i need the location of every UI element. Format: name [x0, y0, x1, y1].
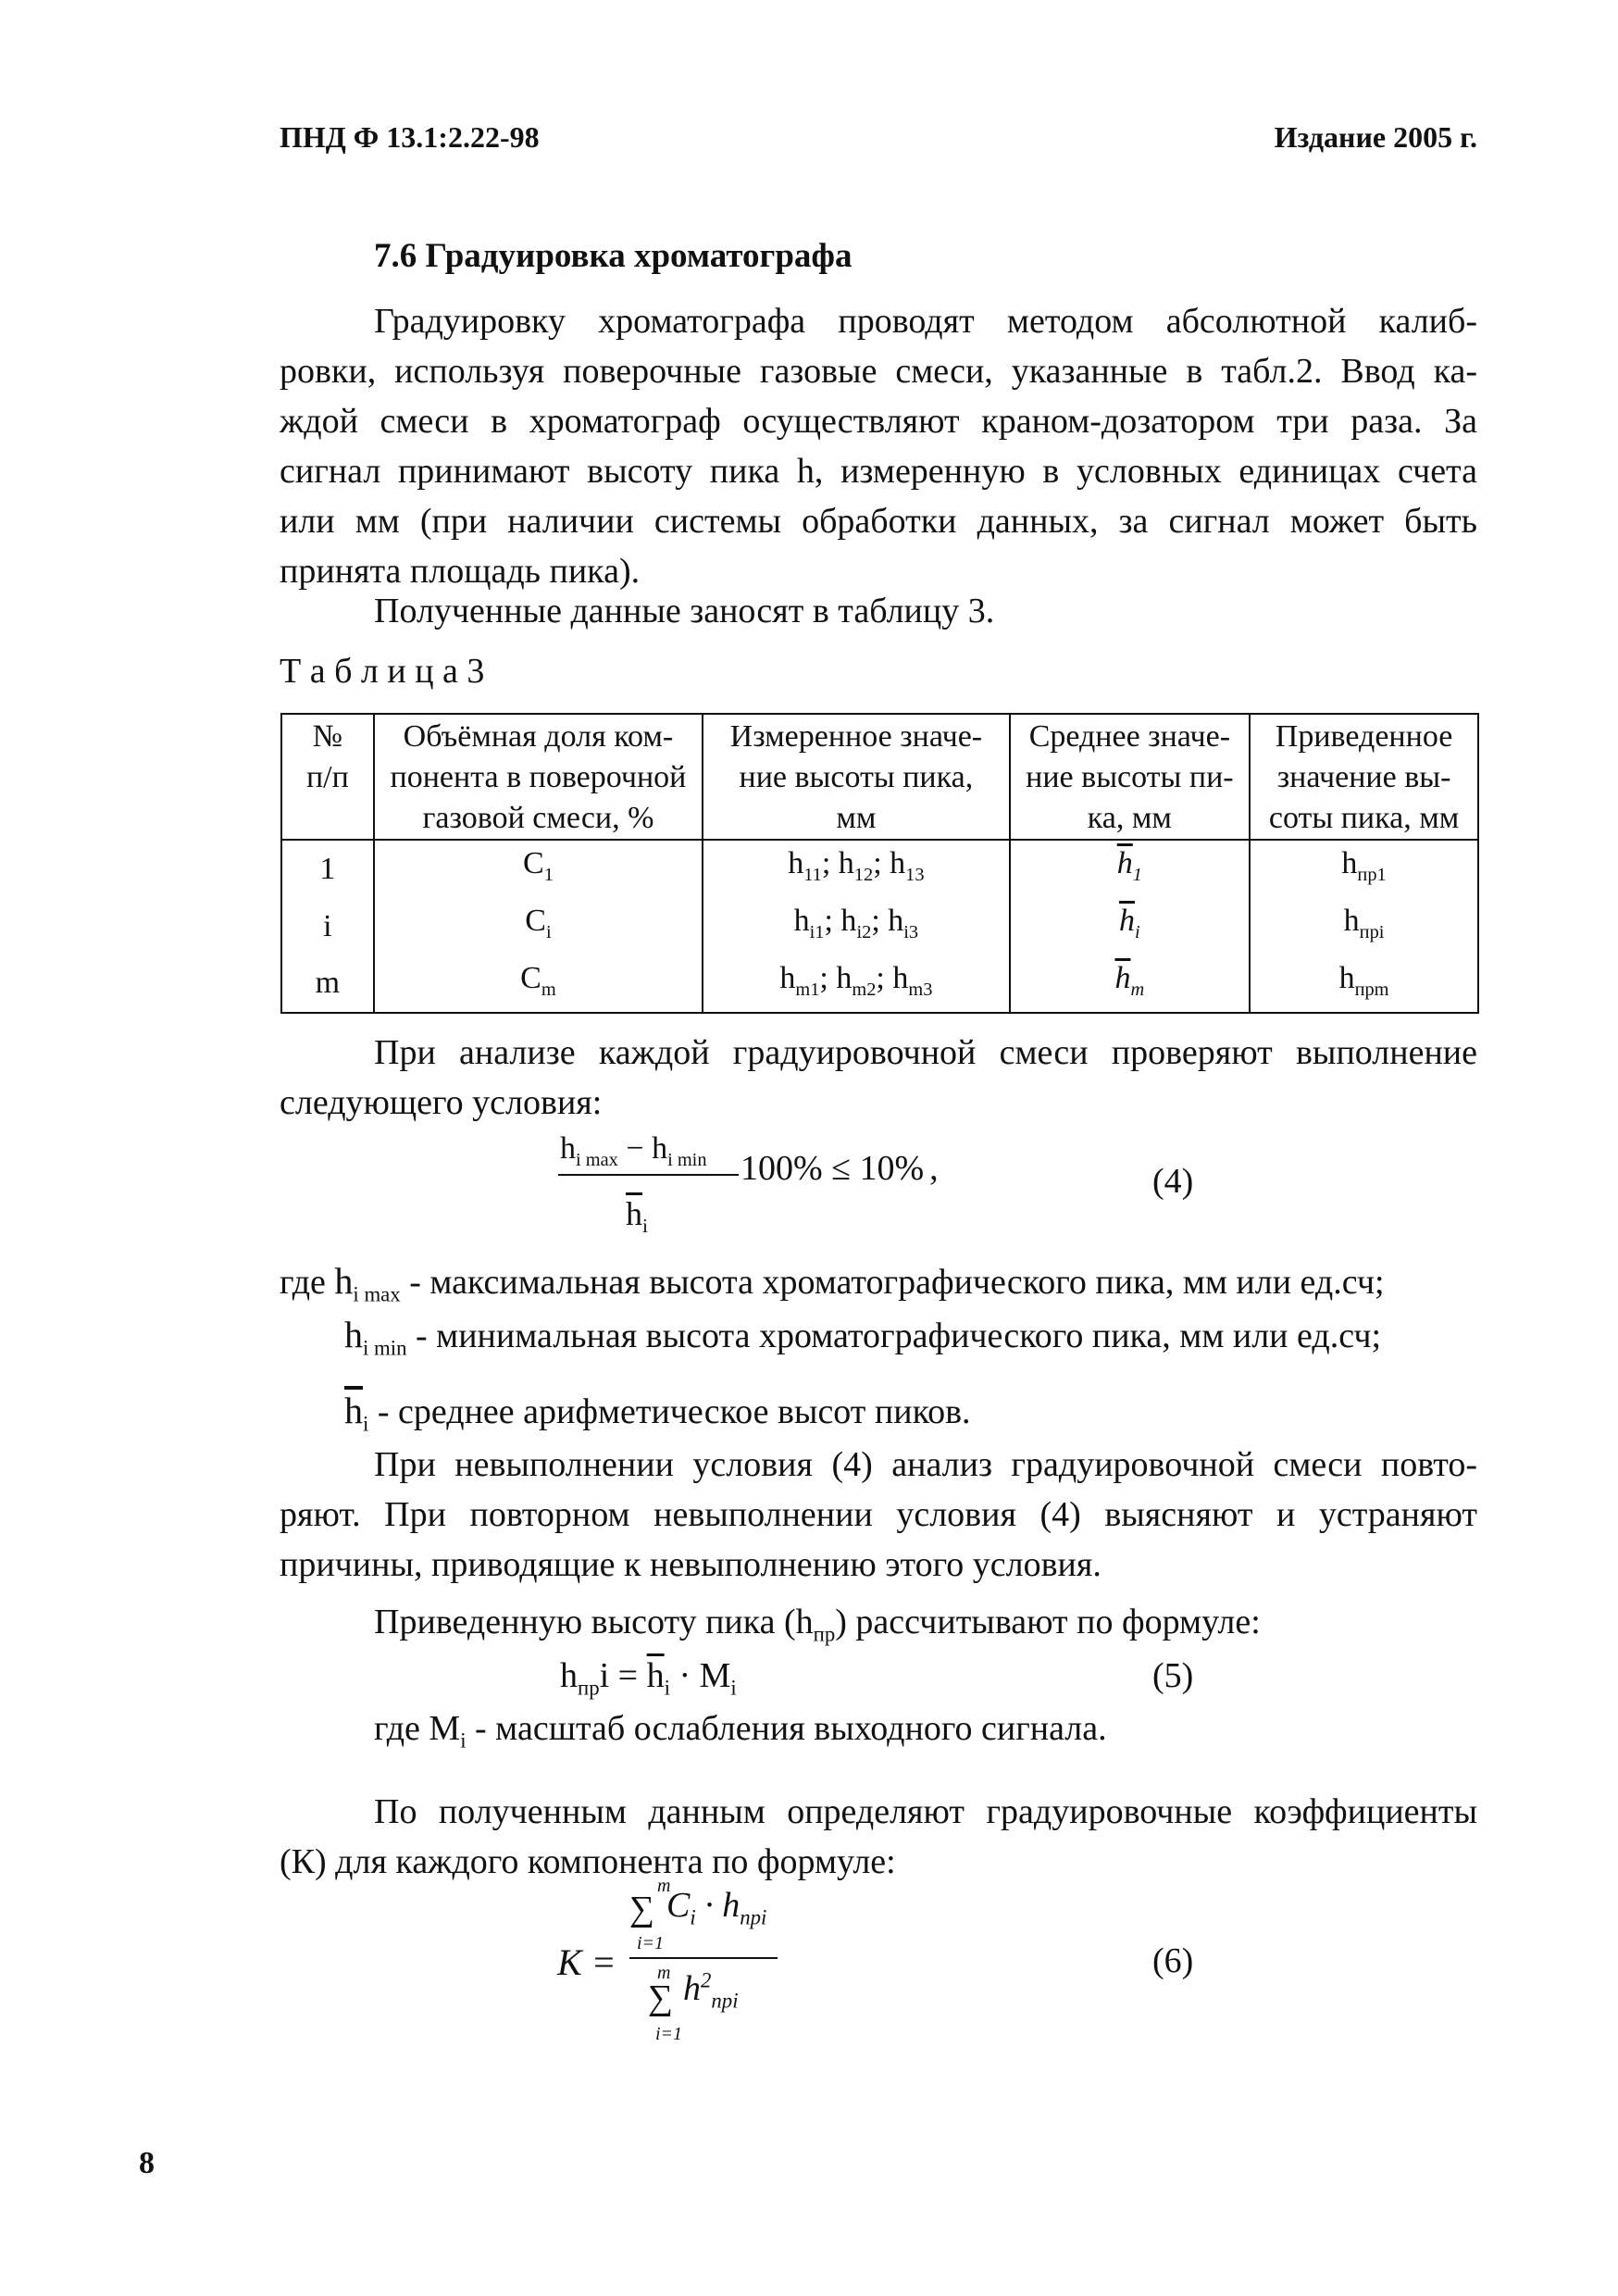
formula-4-tail: 100% ≤ 10% ,	[741, 1149, 939, 1188]
formula-5-expression: $h_{пр}i = \overline{h}_i \cdot M_i$	[560, 1656, 737, 1700]
cell-number: i	[281, 898, 374, 955]
formula-4-number: (4)	[1152, 1162, 1194, 1201]
formula-6-denominator: $h^2_{прi}$	[683, 1968, 739, 2013]
header-line: Измеренное значе-	[729, 719, 983, 754]
paragraph-line: сигнал принимают высоту пика h, измеренную в условных единицах счета	[280, 452, 1477, 491]
cell-reduced: $h_{пр1}$	[1250, 840, 1478, 898]
paragraph-line: При анализе каждой градуировочной смеси проверяют выполнение	[374, 1033, 1477, 1072]
paragraph-line: При невыполнении условия (4) анализ градуировочной смеси повто-	[374, 1445, 1477, 1484]
header-line: п/п	[305, 760, 349, 794]
header-line: №	[312, 719, 343, 754]
formula-6-number: (6)	[1152, 1941, 1194, 1980]
header-line: Объёмная доля ком-	[403, 719, 674, 754]
table-row	[281, 840, 1478, 898]
table-header-row	[281, 714, 1478, 840]
cell-reduced: $h_{прi}$	[1250, 898, 1478, 955]
header-line: ние высоты пика,	[739, 760, 974, 794]
cell-concentration: $C_m$	[374, 955, 703, 1014]
cell-number: 1	[281, 840, 374, 898]
table-3	[280, 713, 1479, 1014]
paragraph-line: причины, приводящие к невыполнению этого условия.	[280, 1545, 1101, 1584]
paragraph-line: следующего условия:	[280, 1083, 603, 1122]
header-line: газовой смеси, %	[422, 801, 654, 835]
paragraph-line: Градуировку хроматографа проводят методом абсолютной калиб-	[374, 302, 1477, 341]
header-reduced-height	[1250, 714, 1478, 840]
sum-upper-limit: m	[657, 1876, 671, 1896]
sum-symbol: ∑	[648, 1978, 674, 2017]
cell-concentration: $C_i$	[374, 898, 703, 955]
table-row	[281, 898, 1478, 955]
page-number: 8	[139, 2146, 155, 2180]
sum-upper-limit: m	[657, 1963, 671, 1983]
cell-reduced: $h_{прm}$	[1250, 955, 1478, 1014]
definition-h-min: $h_{i min}$ - минимальная высота хроматографического пика, мм или ед.сч;	[344, 1314, 1381, 1360]
header-line: мм	[836, 801, 877, 835]
paragraph-line: По полученным данным определяют градуировочные коэффициенты	[374, 1792, 1477, 1831]
cell-concentration: $C_1$	[374, 840, 703, 898]
paragraph-line: (К) для каждого компонента по формуле:	[280, 1842, 896, 1881]
paragraph-line: или мм (при наличии системы обработки данных, за сигнал может быть	[280, 502, 1477, 541]
formula-5-number: (5)	[1152, 1656, 1194, 1695]
paragraph-line: принята площадь пика).	[280, 552, 641, 591]
fraction-bar	[558, 1174, 739, 1176]
paragraph-calibration	[280, 296, 1477, 596]
sum-lower-limit: i=1	[637, 1933, 665, 1953]
header-line: значение вы-	[1276, 760, 1451, 794]
cell-measured: $h_{m1}$; $h_{m2}$; $h_{m3}$	[703, 955, 1009, 1014]
paragraph-table-ref: Полученные данные заносят в таблицу 3.	[374, 592, 995, 630]
formula-6-numerator: $C_i \cdot h_{прi}$	[666, 1886, 767, 1929]
header-volume-fraction	[374, 714, 703, 840]
paragraph-repeat	[280, 1440, 1477, 1590]
fraction-bar	[629, 1957, 778, 1959]
formula-6-lhs: K =	[557, 1941, 616, 1983]
cell-mean: $\overline{h}_1$	[1010, 840, 1251, 898]
sum-symbol: ∑	[629, 1890, 655, 1928]
table-caption: Т а б л и ц а 3	[280, 652, 485, 691]
cell-mean: $\overline{h}_i$	[1010, 898, 1251, 955]
paragraph-condition	[280, 1028, 1477, 1128]
paragraph-reduced-height: Приведенную высоту пика $(h_{пр})$ рассчитывают по формуле:	[374, 1603, 1261, 1646]
header-line: Приведенное	[1275, 719, 1453, 754]
header-measured-height	[703, 714, 1009, 840]
paragraph-line: ряют. При повторном невыполнении условия (4) выясняют и устраняют	[280, 1495, 1477, 1534]
header-mean-height	[1010, 714, 1251, 840]
definition-h-mean: $\overline{h}_i$ - среднее арифметическое высот пиков.	[344, 1390, 971, 1436]
cell-measured: $h_{11}$; $h_{12}$; $h_{13}$	[703, 840, 1009, 898]
definition-m: где $M_i$ - масштаб ослабления выходного сигнала.	[374, 1709, 1107, 1753]
cell-measured: $h_{i1}$; $h_{i2}$; $h_{i3}$	[703, 898, 1009, 955]
header-number	[281, 714, 374, 840]
header-line: понента в поверочной	[390, 760, 687, 794]
formula-4-numerator: $h_{i max} - h_{i min}$	[560, 1131, 707, 1170]
definition-h-max: где $h_{i max}$ - максимальная высота хроматографического пика, мм или ед.сч;	[280, 1260, 1385, 1306]
header-line: ние высоты пи-	[1026, 760, 1234, 794]
cell-number: m	[281, 955, 374, 1014]
section-title: 7.6 Градуировка хроматографа	[374, 237, 853, 275]
sum-lower-limit: i=1	[655, 2024, 683, 2044]
paragraph-line: ждой смеси в хроматограф осуществляют краном-дозатором три раза. За	[280, 402, 1477, 441]
table-row	[281, 955, 1478, 1014]
paragraph-coefficients	[280, 1787, 1477, 1887]
header-line: соты пика, мм	[1268, 801, 1460, 835]
header-line: ка, мм	[1087, 801, 1172, 835]
paragraph-line: ровки, используя поверочные газовые смеси, указанные в табл.2. Ввод ка-	[280, 352, 1477, 391]
edition-label: Издание 2005 г.	[1274, 120, 1477, 154]
formula-4-denominator: $\overline{h}_i$	[626, 1195, 648, 1238]
header-line: Среднее значе-	[1028, 719, 1231, 754]
document-code: ПНД Ф 13.1:2.22-98	[280, 120, 540, 154]
cell-mean: $\overline{h}_m$	[1010, 955, 1251, 1014]
